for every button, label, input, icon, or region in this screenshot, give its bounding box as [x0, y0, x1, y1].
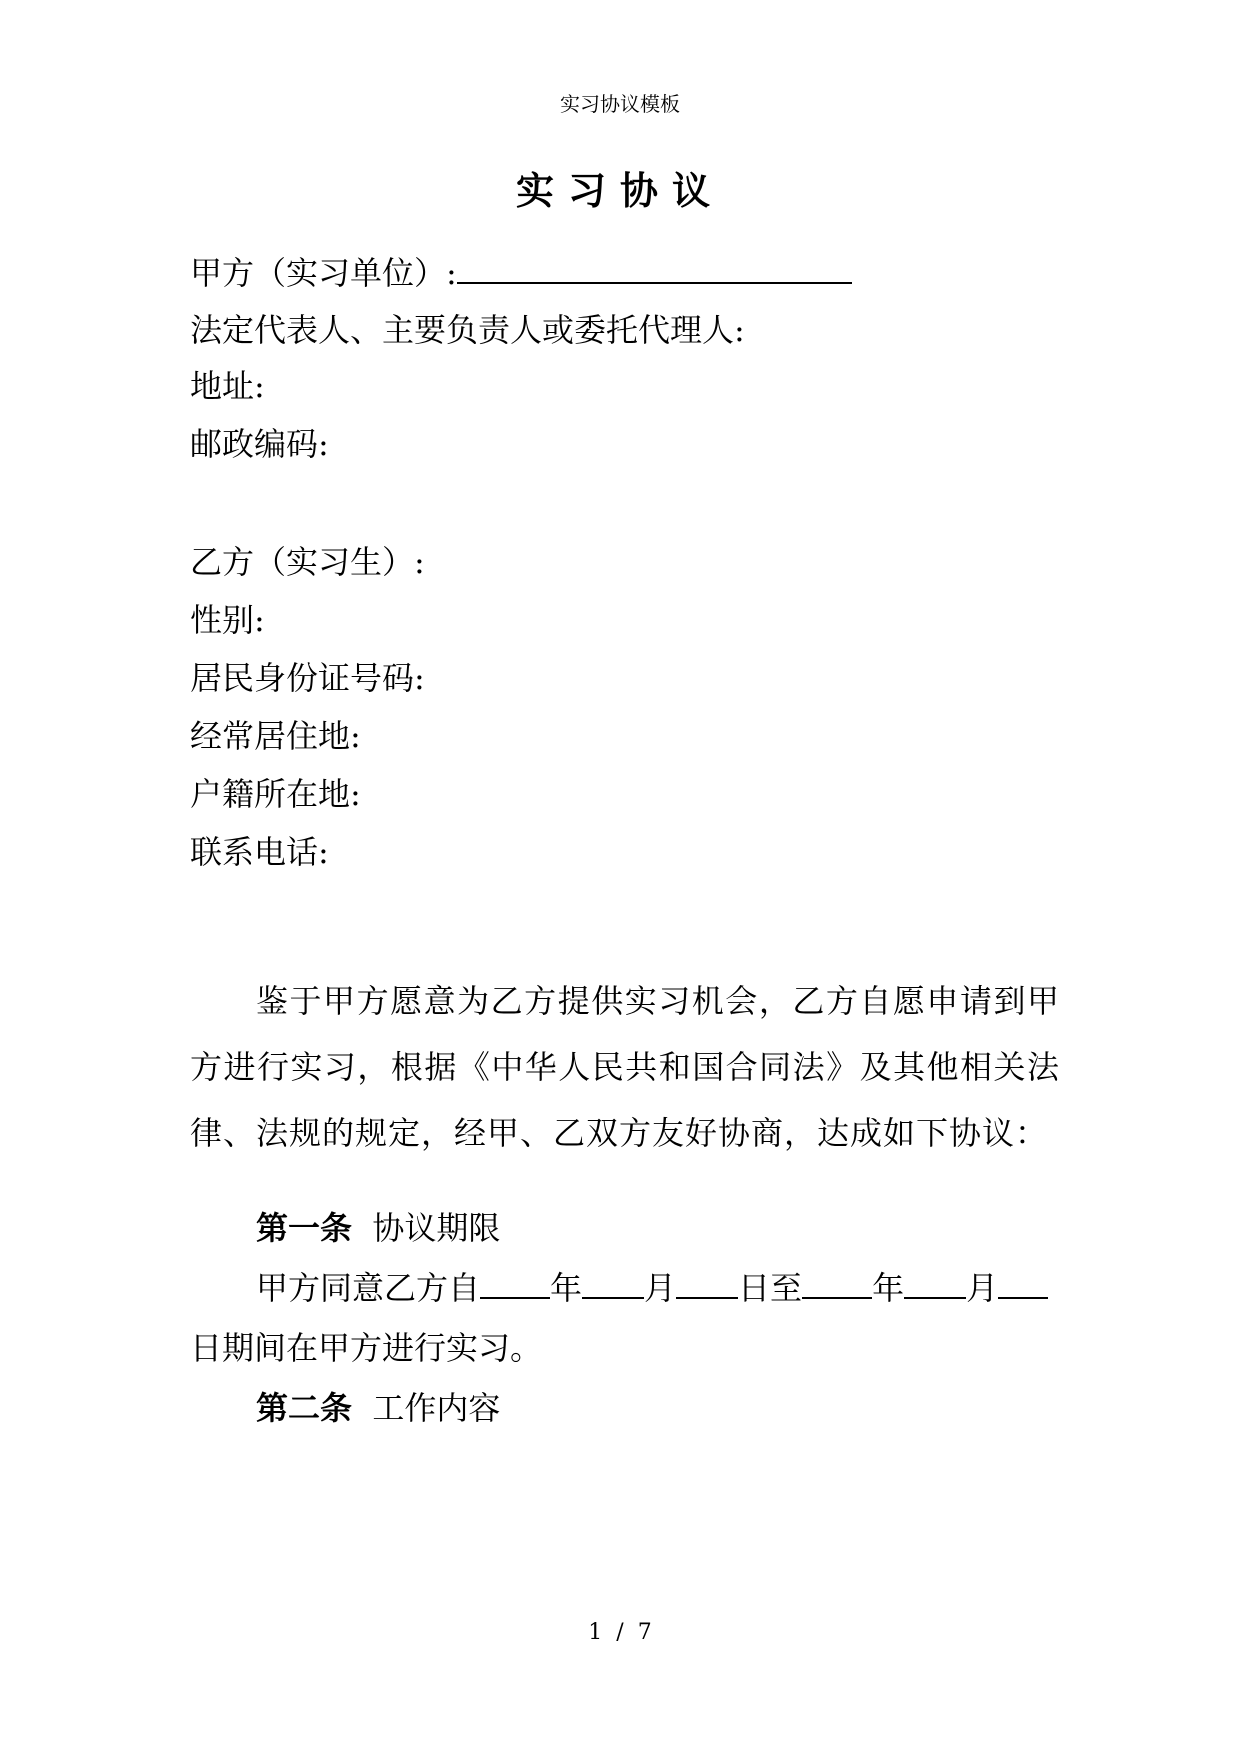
start-month-label: 月: [644, 1269, 677, 1307]
party-b-gender: 性别:: [190, 601, 265, 639]
start-month-blank: [582, 1271, 644, 1299]
party-b-phone: 联系电话:: [190, 833, 329, 871]
party-b-label: 乙方（实习生）:: [190, 543, 425, 581]
end-day-blank: [998, 1271, 1048, 1299]
start-day-blank: [676, 1271, 738, 1299]
end-year-blank: [802, 1271, 872, 1299]
document-title: 实习协议: [515, 169, 724, 213]
article-2-title: 工作内容: [372, 1389, 501, 1427]
article-1-text-start: 甲方同意乙方自: [256, 1269, 481, 1307]
start-year-label: 年: [550, 1269, 583, 1307]
party-b-residence: 经常居住地:: [190, 717, 361, 755]
party-b-id-number: 居民身份证号码:: [190, 659, 425, 697]
current-page: 1: [588, 1620, 603, 1645]
total-pages: 7: [637, 1620, 652, 1645]
page-number: [0, 1620, 1240, 1645]
page-separator: /: [616, 1620, 624, 1645]
start-day-to-label: 日至: [738, 1269, 803, 1307]
article-1-title: 协议期限: [372, 1209, 501, 1247]
preamble-paragraph: 鉴于甲方愿意为乙方提供实习机会，乙方自愿申请到甲方进行实习，根据《中华人民共和国合同法》及其他相关法律、法规的规定，经甲、乙双方友好协商，达成如下协议：: [190, 982, 1060, 1152]
end-year-label: 年: [872, 1269, 905, 1307]
article-1-heading: [256, 1208, 500, 1248]
article-2-number: 第二条: [256, 1389, 353, 1427]
party-b-household: 户籍所在地:: [190, 775, 361, 813]
article-1-number: 第一条: [256, 1209, 353, 1247]
party-a-address: 地址:: [190, 367, 265, 405]
document-header: 实习协议模板: [560, 92, 680, 116]
article-1-text: [256, 1268, 1048, 1308]
article-1-text-end: 日期间在甲方进行实习。: [190, 1329, 543, 1367]
party-a-rep: 法定代表人、主要负责人或委托代理人:: [190, 311, 745, 349]
party-a-label: 甲方（实习单位）:: [190, 254, 457, 292]
end-month-blank: [904, 1271, 966, 1299]
start-year-blank: [480, 1271, 550, 1299]
party-a-field: [190, 252, 852, 293]
party-a-postcode: 邮政编码:: [190, 425, 329, 463]
end-month-label: 月: [966, 1269, 999, 1307]
article-2-heading: [256, 1388, 500, 1428]
party-a-underline: [457, 252, 852, 284]
